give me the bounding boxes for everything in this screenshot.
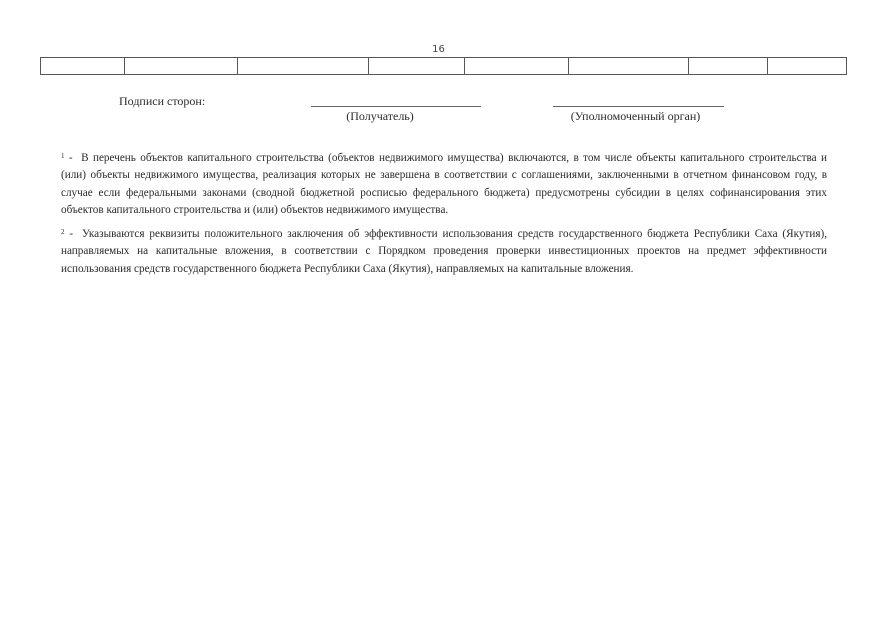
table-cell [369, 58, 465, 75]
recipient-caption: (Получатель) [346, 109, 414, 123]
signatures-label: Подписи сторон: [119, 94, 206, 108]
authority-signature-line [553, 106, 724, 107]
table-cell [238, 58, 369, 75]
footnote-2 [61, 226, 827, 278]
table-cell [125, 58, 238, 75]
table-cell [689, 58, 768, 75]
table-cell [465, 58, 569, 75]
footnote-1 [61, 150, 827, 219]
authority-caption: (Уполномоченный орган) [570, 109, 701, 123]
footnote-separator: - [69, 228, 74, 240]
recipient-signature-line [311, 106, 481, 107]
table-continuation-row [40, 57, 847, 75]
table-row [41, 58, 847, 75]
table-cell [569, 58, 689, 75]
footnote-separator: - [68, 152, 73, 164]
page-number: 16 [432, 44, 445, 55]
footnote-text: В перечень объектов капитального строительства (объектов недвижимого имущества) включаются, в том числе объекты капитального строительства и (или) объекты недвижимого имущества, реализация которых не завершена в соответствии с соглашениями, заключенными в отчетном финансовом году, в случае если федеральными законами (сводной бюджетной росписью федерального бюджета) предусмотрены субсидии в целях софинансирования этих объектов капитального строительства и (или) объектов недвижимого имущества. [61, 152, 827, 216]
footnote-marker: 2 [61, 228, 65, 236]
footnote-marker: 1 [61, 152, 65, 160]
table-cell [41, 58, 125, 75]
table-cell [768, 58, 847, 75]
footnote-text: Указываются реквизиты положительного заключения об эффективности использования средств государственного бюджета Республики Саха (Якутия), направляемых на капитальные вложения, в соответствии с Порядком проведения проверки инвестиционных проектов на предмет эффективности использования средств государственного бюджета Республики Саха (Якутия), направляемых на капитальные вложения. [61, 228, 828, 275]
